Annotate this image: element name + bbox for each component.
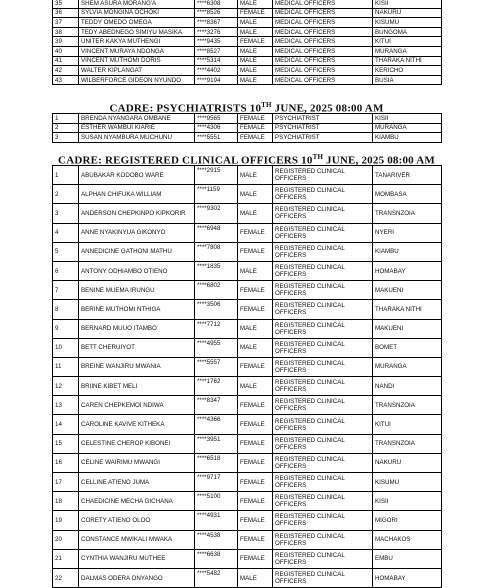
- cadre-cell: MEDICAL OFFICERS: [273, 37, 373, 47]
- table-row: [53, 27, 442, 37]
- row-number-cell: 38: [53, 27, 79, 37]
- county-cell: THARAKA NITHI: [373, 300, 442, 319]
- gender-cell: FEMALE: [238, 473, 273, 492]
- id-number-cell: ****8367: [195, 18, 238, 28]
- candidate-name-cell: CELINE WAIRIMU MWANGI: [79, 453, 195, 472]
- county-cell: MIGORI: [373, 511, 442, 530]
- county-cell: NYERI: [373, 223, 442, 242]
- cadre-cell: PSYCHIATRIST: [273, 123, 373, 133]
- candidate-name-cell: TEDY ABEDNEGO SIMIYU MASIKA: [79, 27, 195, 37]
- cadre-cell: REGISTERED CLINICAL OFFICERS: [273, 415, 373, 434]
- row-number-cell: 42: [53, 66, 79, 76]
- gender-cell: FEMALE: [238, 114, 273, 124]
- table-row: [53, 281, 442, 300]
- candidate-name-cell: BETT CHERUIYOT: [79, 338, 195, 357]
- cadre-cell: REGISTERED CLINICAL OFFICERS: [273, 396, 373, 415]
- gender-cell: MALE: [238, 377, 273, 396]
- cadre-cell: REGISTERED CLINICAL OFFICERS: [273, 204, 373, 223]
- county-cell: MURANGA: [373, 46, 442, 56]
- county-cell: BUNGOMA: [373, 27, 442, 37]
- candidate-name-cell: CORETY ATIENO OLOO: [79, 511, 195, 530]
- row-number-cell: 35: [53, 0, 79, 8]
- id-number-cell: ****6948: [195, 223, 238, 242]
- row-number-cell: 7: [53, 281, 79, 300]
- id-number-cell: ****9565: [195, 114, 238, 124]
- gender-cell: FEMALE: [238, 133, 273, 143]
- id-number-cell: ****3951: [195, 434, 238, 453]
- row-number-cell: 20: [53, 530, 79, 549]
- gender-cell: MALE: [238, 568, 273, 587]
- cadre-cell: REGISTERED CLINICAL OFFICERS: [273, 281, 373, 300]
- county-cell: KISUMU: [373, 473, 442, 492]
- gender-cell: MALE: [238, 261, 273, 280]
- gender-cell: FEMALE: [238, 37, 273, 47]
- id-number-cell: ****9194: [195, 75, 238, 85]
- id-number-cell: ****1835: [195, 261, 238, 280]
- id-number-cell: ****5557: [195, 357, 238, 376]
- cadre-cell: REGISTERED CLINICAL OFFICERS: [273, 357, 373, 376]
- row-number-cell: 36: [53, 8, 79, 18]
- row-number-cell: 6: [53, 261, 79, 280]
- county-cell: MACHAKOS: [373, 530, 442, 549]
- table-row: [53, 511, 442, 530]
- gender-cell: FEMALE: [238, 453, 273, 472]
- candidate-name-cell: ANNE NYAKINYUA GIKONYO: [79, 223, 195, 242]
- row-number-cell: 39: [53, 37, 79, 47]
- table-row: [53, 185, 442, 204]
- row-number-cell: 16: [53, 453, 79, 472]
- county-cell: KERICHO: [373, 66, 442, 76]
- id-number-cell: ****7712: [195, 319, 238, 338]
- cadre-cell: REGISTERED CLINICAL OFFICERS: [273, 492, 373, 511]
- gender-cell: MALE: [238, 166, 273, 185]
- cadre-cell: REGISTERED CLINICAL OFFICERS: [273, 377, 373, 396]
- table-row: [53, 415, 442, 434]
- candidate-name-cell: SUSAN NYAMBURA MUCHUNU: [79, 133, 195, 143]
- id-number-cell: ****4366: [195, 415, 238, 434]
- id-number-cell: ****4931: [195, 511, 238, 530]
- candidate-name-cell: ANNEDICINE GATHONI MATHU: [79, 242, 195, 261]
- id-number-cell: ****4955: [195, 338, 238, 357]
- cadre-cell: MEDICAL OFFICERS: [273, 66, 373, 76]
- heading-superscript: TH: [261, 101, 272, 109]
- gender-cell: MALE: [238, 204, 273, 223]
- id-number-cell: ****4538: [195, 530, 238, 549]
- county-cell: TANARIVER: [373, 166, 442, 185]
- row-number-cell: 22: [53, 568, 79, 587]
- table-row: [53, 46, 442, 56]
- row-number-cell: 43: [53, 75, 79, 85]
- county-cell: EMBU: [373, 549, 442, 568]
- table-row: [53, 396, 442, 415]
- table-row: [53, 0, 442, 8]
- county-cell: MURANGA: [373, 357, 442, 376]
- table-row: [53, 66, 442, 76]
- row-number-cell: 1: [53, 166, 79, 185]
- id-number-cell: ****9302: [195, 204, 238, 223]
- row-number-cell: 1: [53, 114, 79, 124]
- gender-cell: MALE: [238, 338, 273, 357]
- gender-cell: FEMALE: [238, 492, 273, 511]
- row-number-cell: 13: [53, 396, 79, 415]
- gender-cell: FEMALE: [238, 223, 273, 242]
- row-number-cell: 9: [53, 319, 79, 338]
- table-row: [53, 261, 442, 280]
- county-cell: NAKURU: [373, 453, 442, 472]
- gender-cell: FEMALE: [238, 242, 273, 261]
- cadre-cell: REGISTERED CLINICAL OFFICERS: [273, 166, 373, 185]
- cadre-cell: MEDICAL OFFICERS: [273, 56, 373, 66]
- id-number-cell: ****1762: [195, 377, 238, 396]
- table-row: [53, 377, 442, 396]
- heading-date: JUNE, 2025 08:00 AM: [271, 102, 384, 115]
- row-number-cell: 2: [53, 185, 79, 204]
- id-number-cell: ****6308: [195, 0, 238, 8]
- id-number-cell: ****6638: [195, 549, 238, 568]
- row-number-cell: 41: [53, 56, 79, 66]
- id-number-cell: ****4306: [195, 123, 238, 133]
- gender-cell: MALE: [238, 27, 273, 37]
- cadre-cell: REGISTERED CLINICAL OFFICERS: [273, 511, 373, 530]
- row-number-cell: 15: [53, 434, 79, 453]
- county-cell: KISUMU: [373, 18, 442, 28]
- candidate-name-cell: CONSTANCE MWIKALI MWAKA: [79, 530, 195, 549]
- candidate-name-cell: CAROLINE KAVIVE KITHEKA: [79, 415, 195, 434]
- cadre-cell: REGISTERED CLINICAL OFFICERS: [273, 242, 373, 261]
- county-cell: TRANSNZOIA: [373, 396, 442, 415]
- table-row: [53, 357, 442, 376]
- id-number-cell: ****3276: [195, 27, 238, 37]
- heading-superscript: TH: [312, 153, 324, 161]
- candidate-name-cell: TEDDY OMEDO OMEGA: [79, 18, 195, 28]
- county-cell: NAKURU: [373, 8, 442, 18]
- candidate-name-cell: BENINE MUEMA IRUNGU: [79, 281, 195, 300]
- county-cell: KITUI: [373, 37, 442, 47]
- county-cell: KISII: [373, 492, 442, 511]
- county-cell: NANDI: [373, 377, 442, 396]
- candidate-name-cell: UNITER KAKYA MUTHENGI: [79, 37, 195, 47]
- cadre-cell: REGISTERED CLINICAL OFFICERS: [273, 473, 373, 492]
- table-row: [53, 56, 442, 66]
- gender-cell: FEMALE: [238, 396, 273, 415]
- county-cell: MURANGA: [373, 123, 442, 133]
- table-row: [53, 133, 442, 143]
- county-cell: THARAKA NITHI: [373, 56, 442, 66]
- id-number-cell: ****9717: [195, 473, 238, 492]
- candidate-name-cell: ANTONY ODHIAMBO OTIENO: [79, 261, 195, 280]
- table-row: [53, 114, 442, 124]
- gender-cell: MALE: [238, 46, 273, 56]
- gender-cell: FEMALE: [238, 434, 273, 453]
- row-number-cell: 21: [53, 549, 79, 568]
- id-number-cell: ****5482: [195, 568, 238, 587]
- table-row: [53, 223, 442, 242]
- cadre-cell: REGISTERED CLINICAL OFFICERS: [273, 319, 373, 338]
- candidate-name-cell: BRIINE KIBET MELI: [79, 377, 195, 396]
- table-row: [53, 166, 442, 185]
- gender-cell: FEMALE: [238, 357, 273, 376]
- table-row: [53, 8, 442, 18]
- candidate-name-cell: SHEM ASURA MORANG'A: [79, 0, 195, 8]
- gender-cell: FEMALE: [238, 511, 273, 530]
- county-cell: MAKUENI: [373, 281, 442, 300]
- row-number-cell: 5: [53, 242, 79, 261]
- gender-cell: FEMALE: [238, 123, 273, 133]
- id-number-cell: ****3506: [195, 300, 238, 319]
- candidate-name-cell: DALMAS ODERA ONYANGO: [79, 568, 195, 587]
- cadre-cell: MEDICAL OFFICERS: [273, 18, 373, 28]
- heading-date: JUNE, 2025 08:00 AM: [323, 154, 435, 167]
- candidate-name-cell: WALTER KIPLANGAT: [79, 66, 195, 76]
- county-cell: KIAMBU: [373, 242, 442, 261]
- id-number-cell: ****9435: [195, 37, 238, 47]
- heading-text: CADRE: PSYCHIATRISTS 10: [109, 102, 262, 115]
- candidate-name-cell: BREINE WANJIRU MWANIA: [79, 357, 195, 376]
- id-number-cell: ****5100: [195, 492, 238, 511]
- table-row: [53, 37, 442, 47]
- id-number-cell: ****4402: [195, 66, 238, 76]
- candidate-name-cell: SYLVIA MONGINA OCHOKI: [79, 8, 195, 18]
- candidate-name-cell: BERNARD MUUO ITAMBO: [79, 319, 195, 338]
- gender-cell: MALE: [238, 56, 273, 66]
- table-row: [53, 473, 442, 492]
- county-cell: BUSIA: [373, 75, 442, 85]
- county-cell: KITUI: [373, 415, 442, 434]
- cadre-cell: REGISTERED CLINICAL OFFICERS: [273, 453, 373, 472]
- table-row: [53, 18, 442, 28]
- cadre-cell: PSYCHIATRIST: [273, 133, 373, 143]
- row-number-cell: 17: [53, 473, 79, 492]
- cadre-cell: MEDICAL OFFICERS: [273, 75, 373, 85]
- county-cell: BOMET: [373, 338, 442, 357]
- table-row: [53, 75, 442, 85]
- id-number-cell: ****5314: [195, 56, 238, 66]
- gender-cell: FEMALE: [238, 8, 273, 18]
- row-number-cell: 37: [53, 18, 79, 28]
- gender-cell: MALE: [238, 319, 273, 338]
- candidate-name-cell: CYNTHIA WANJIRU MUTHEE: [79, 549, 195, 568]
- table-row: [53, 338, 442, 357]
- cadre-cell: REGISTERED CLINICAL OFFICERS: [273, 568, 373, 587]
- psychiatrists-table: [52, 113, 442, 143]
- cadre-cell: REGISTERED CLINICAL OFFICERS: [273, 434, 373, 453]
- candidate-name-cell: ALPHAN CHIFUKA WILLIAM: [79, 185, 195, 204]
- id-number-cell: ****8347: [195, 396, 238, 415]
- county-cell: MOMBASA: [373, 185, 442, 204]
- row-number-cell: 3: [53, 204, 79, 223]
- candidate-name-cell: CELESTINE CHEROP KIBONEI: [79, 434, 195, 453]
- candidate-name-cell: BERINE MUTHOMI NTHIGA: [79, 300, 195, 319]
- id-number-cell: ****8527: [195, 46, 238, 56]
- row-number-cell: 11: [53, 357, 79, 376]
- cadre-cell: MEDICAL OFFICERS: [273, 46, 373, 56]
- gender-cell: FEMALE: [238, 530, 273, 549]
- row-number-cell: 10: [53, 338, 79, 357]
- medical-officers-table: [52, 0, 442, 85]
- gender-cell: FEMALE: [238, 300, 273, 319]
- table-row: [53, 492, 442, 511]
- cadre-cell: REGISTERED CLINICAL OFFICERS: [273, 223, 373, 242]
- candidate-name-cell: ESTHER WAMBUI KIARIE: [79, 123, 195, 133]
- cadre-cell: PSYCHIATRIST: [273, 114, 373, 124]
- candidate-name-cell: ABUBAKAR KODOBO WARE: [79, 166, 195, 185]
- id-number-cell: ****6802: [195, 281, 238, 300]
- row-number-cell: 40: [53, 46, 79, 56]
- cadre-cell: REGISTERED CLINICAL OFFICERS: [273, 549, 373, 568]
- gender-cell: MALE: [238, 75, 273, 85]
- cadre-cell: REGISTERED CLINICAL OFFICERS: [273, 530, 373, 549]
- row-number-cell: 4: [53, 223, 79, 242]
- county-cell: KISII: [373, 114, 442, 124]
- gender-cell: FEMALE: [238, 281, 273, 300]
- id-number-cell: ****1159: [195, 185, 238, 204]
- id-number-cell: ****8526: [195, 8, 238, 18]
- id-number-cell: ****2915: [195, 166, 238, 185]
- table-row: [53, 434, 442, 453]
- table-row: [53, 530, 442, 549]
- county-cell: HOMABAY: [373, 261, 442, 280]
- gender-cell: FEMALE: [238, 415, 273, 434]
- candidate-name-cell: ANDERSON CHEPKINPO KIPKORIR: [79, 204, 195, 223]
- candidate-name-cell: WILBERFORCE GIDEON NYUNDO: [79, 75, 195, 85]
- row-number-cell: 12: [53, 377, 79, 396]
- county-cell: KIAMBU: [373, 133, 442, 143]
- cadre-cell: REGISTERED CLINICAL OFFICERS: [273, 300, 373, 319]
- table-row: [53, 453, 442, 472]
- cadre-cell: REGISTERED CLINICAL OFFICERS: [273, 338, 373, 357]
- candidate-name-cell: CAREN CHEPKEMOI NDIWA: [79, 396, 195, 415]
- row-number-cell: 8: [53, 300, 79, 319]
- row-number-cell: 18: [53, 492, 79, 511]
- table-row: [53, 123, 442, 133]
- table-row: [53, 204, 442, 223]
- candidate-name-cell: VINCENT MUTHOMI DORIS: [79, 56, 195, 66]
- row-number-cell: 14: [53, 415, 79, 434]
- gender-cell: MALE: [238, 0, 273, 8]
- candidate-name-cell: VINCENT MURAYA NDONGA: [79, 46, 195, 56]
- row-number-cell: 2: [53, 123, 79, 133]
- cadre-cell: MEDICAL OFFICERS: [273, 8, 373, 18]
- table-row: [53, 549, 442, 568]
- id-number-cell: ****7808: [195, 242, 238, 261]
- candidate-name-cell: CHAEDICINE MECHA GICHANA: [79, 492, 195, 511]
- row-number-cell: 19: [53, 511, 79, 530]
- cadre-cell: REGISTERED CLINICAL OFFICERS: [273, 261, 373, 280]
- id-number-cell: ****6518: [195, 453, 238, 472]
- cadre-cell: MEDICAL OFFICERS: [273, 27, 373, 37]
- county-cell: TRANSNZOIA: [373, 434, 442, 453]
- table-row: [53, 319, 442, 338]
- county-cell: TRANSNZOIA: [373, 204, 442, 223]
- county-cell: KISII: [373, 0, 442, 8]
- cadre-cell: REGISTERED CLINICAL OFFICERS: [273, 185, 373, 204]
- gender-cell: FEMALE: [238, 549, 273, 568]
- candidate-name-cell: BRENDA NYANGARA OMBANE: [79, 114, 195, 124]
- candidate-name-cell: CELLINE ATIENO JUMA: [79, 473, 195, 492]
- clinical-officers-table: [52, 165, 442, 588]
- id-number-cell: ****5551: [195, 133, 238, 143]
- county-cell: HOMABAY: [373, 568, 442, 587]
- gender-cell: MALE: [238, 18, 273, 28]
- county-cell: MAKUENI: [373, 319, 442, 338]
- gender-cell: MALE: [238, 66, 273, 76]
- row-number-cell: 3: [53, 133, 79, 143]
- cadre-cell: MEDICAL OFFICERS: [273, 0, 373, 8]
- table-row: [53, 242, 442, 261]
- table-row: [53, 300, 442, 319]
- heading-text: CADRE: REGISTERED CLINICAL OFFICERS 10: [58, 154, 313, 167]
- gender-cell: MALE: [238, 185, 273, 204]
